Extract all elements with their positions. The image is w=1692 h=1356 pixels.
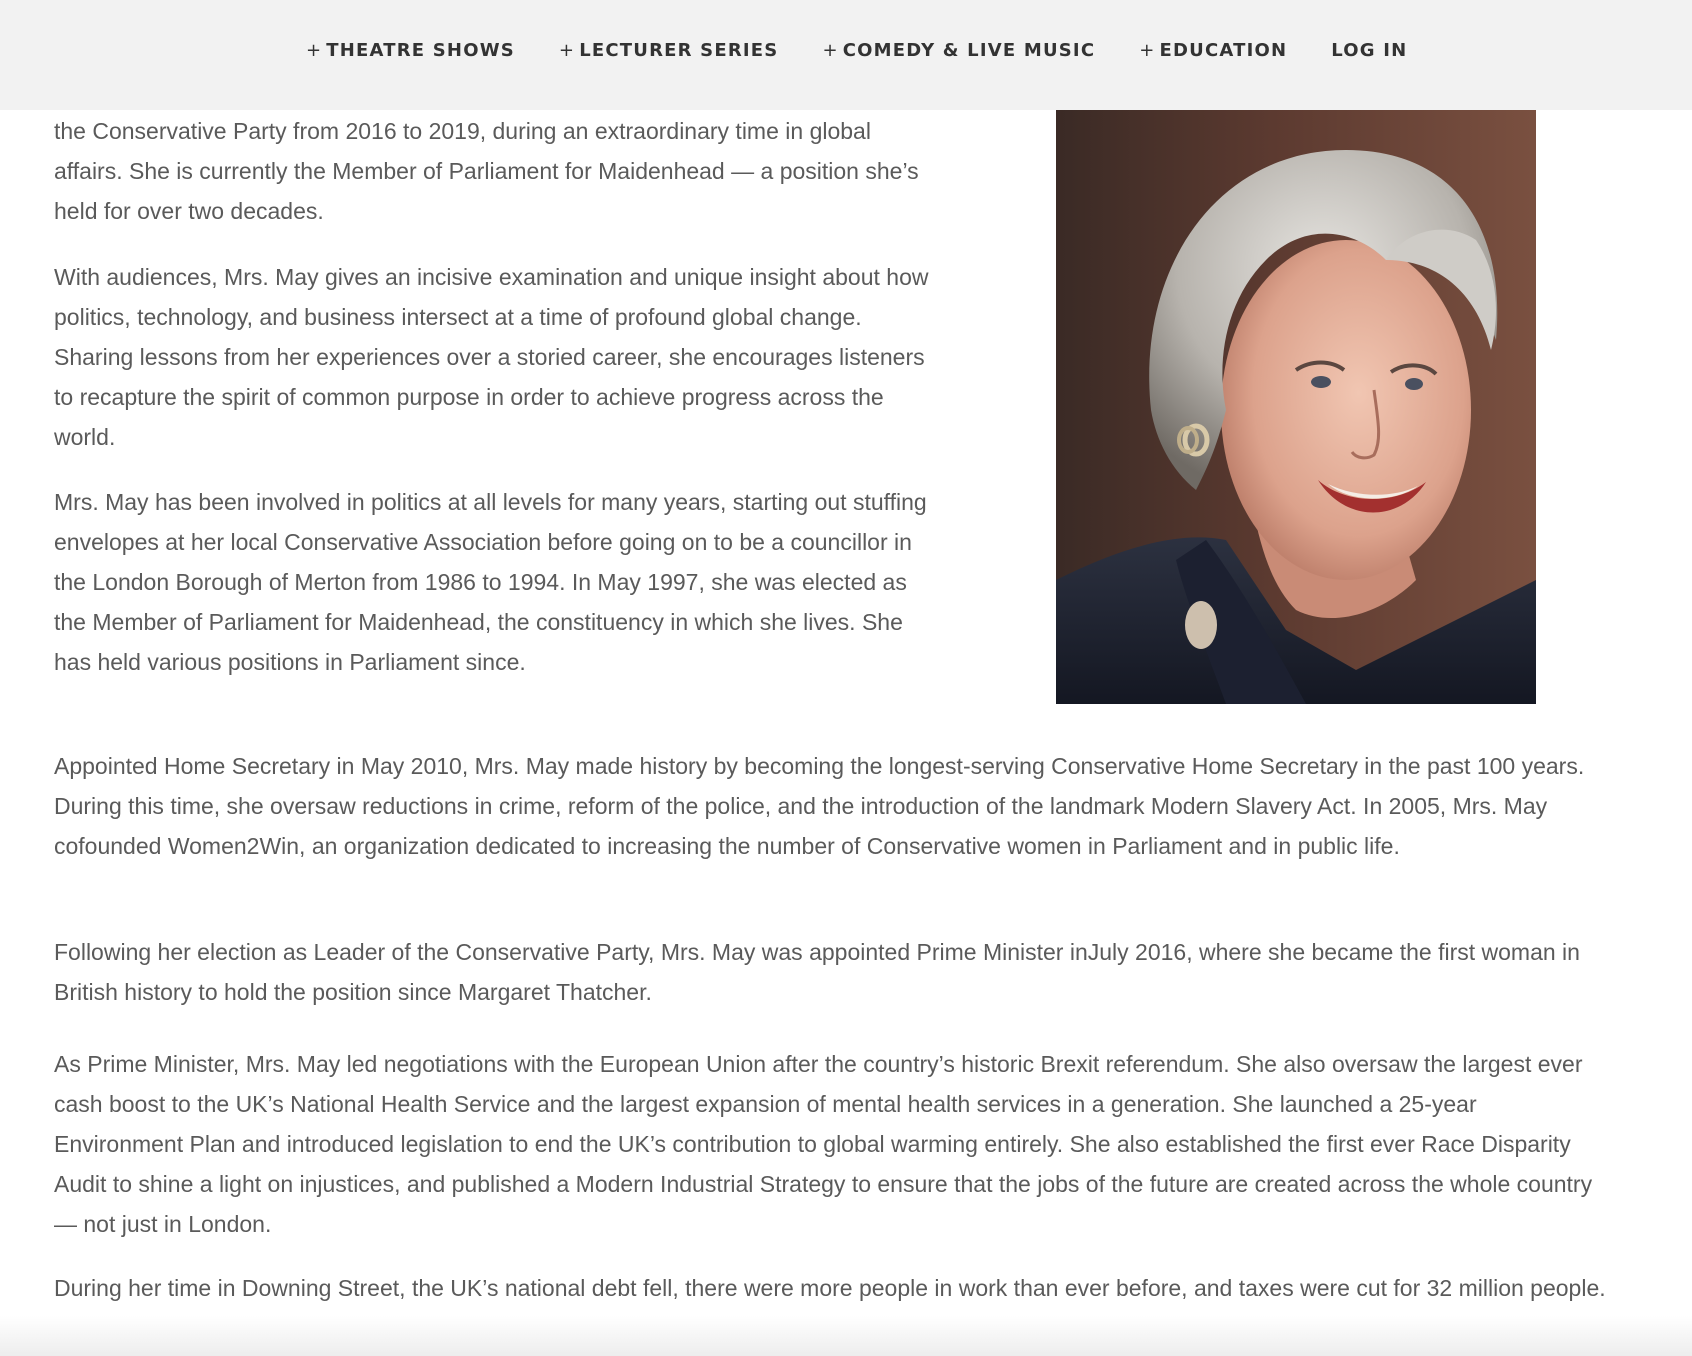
speaker-portrait-photo	[1056, 110, 1536, 704]
portrait-illustration	[1056, 110, 1536, 704]
necklace-pendant	[1185, 601, 1217, 649]
expand-plus-icon: +	[1139, 40, 1156, 61]
expand-plus-icon: +	[306, 40, 323, 61]
article-paragraph: the Conservative Party from 2016 to 2019, during an extraordinary time in global affairs. She is currently the Member of Parliament for Maidenhead — a position she’s held for over two decades.	[54, 118, 919, 224]
article-paragraph: With audiences, Mrs. May gives an incisive examination and unique insight about how politics, technology, and business intersect at a time of profound global change. Sharing lessons from her experiences over a storied career, she encourages listeners to recapture the spirit of common purpose in order to achieve progress across the world.	[54, 264, 929, 450]
nav-item-log-in[interactable]	[1331, 38, 1407, 64]
nav-item-education[interactable]	[1139, 38, 1287, 64]
nav-menu	[306, 38, 1407, 64]
nav-item-label: THEATRE SHOWS	[326, 40, 515, 61]
expand-plus-icon: +	[558, 40, 576, 61]
article-paragraph: Appointed Home Secretary in May 2010, Mrs. May made history by becoming the longest-serving Conservative Home Secretary in the past 100 years. During this time, she oversaw reductions in crime, reform of the police, and the introduction of the landmark Modern Slavery Act. In 2005, Mrs. May cofounded Women2Win, an organization dedicated to increasing the number of Conservative women in Parliament and in public life.	[54, 753, 1585, 859]
nav-item-lecturer-series[interactable]	[559, 38, 779, 64]
bottom-fade	[0, 1316, 1692, 1356]
face-shape	[1221, 240, 1471, 580]
article-paragraph: Mrs. May has been involved in politics at all levels for many years, starting out stuffing envelopes at her local Conservative Association before going on to be a councillor in the London Borough of Merton from 1986 to 1994. In May 1997, she was elected as the Member of Parliament for Maidenhead, the constituency in which she lives. She has held various positions in Parliament since.	[54, 489, 927, 675]
top-navigation	[0, 0, 1692, 110]
article-paragraph: Following her election as Leader of the Conservative Party, Mrs. May was appointed Prime Minister inJuly 2016, where she became the first woman in British history to hold the position since Margaret Thatcher.	[54, 939, 1580, 1005]
nav-item-label: LECTURER SERIES	[579, 40, 779, 61]
nav-item-label: EDUCATION	[1159, 40, 1288, 61]
nav-item-label: LOG IN	[1331, 40, 1408, 61]
article-paragraph: As Prime Minister, Mrs. May led negotiations with the European Union after the country’s historic Brexit referendum. She also oversaw the largest ever cash boost to the UK’s National Health Service and the largest expansion of mental health services in a generation. She launched a 25-year Environment Plan and introduced legislation to end the UK’s contribution to global warming entirely. She also established the first ever Race Disparity Audit to shine a light on injustices, and published a Modern Industrial Strategy to ensure that the jobs of the future are created across the whole country — not just in London.	[54, 1051, 1593, 1237]
nav-item-comedy-live-music[interactable]	[822, 38, 1095, 64]
nav-item-theatre-shows[interactable]	[306, 38, 515, 64]
article-paragraph: During her time in Downing Street, the UK’s national debt fell, there were more people in work than ever before, and taxes were cut for 32 million people.	[54, 1275, 1606, 1301]
expand-plus-icon: +	[822, 40, 839, 61]
nav-item-label: COMEDY & LIVE MUSIC	[842, 40, 1096, 61]
